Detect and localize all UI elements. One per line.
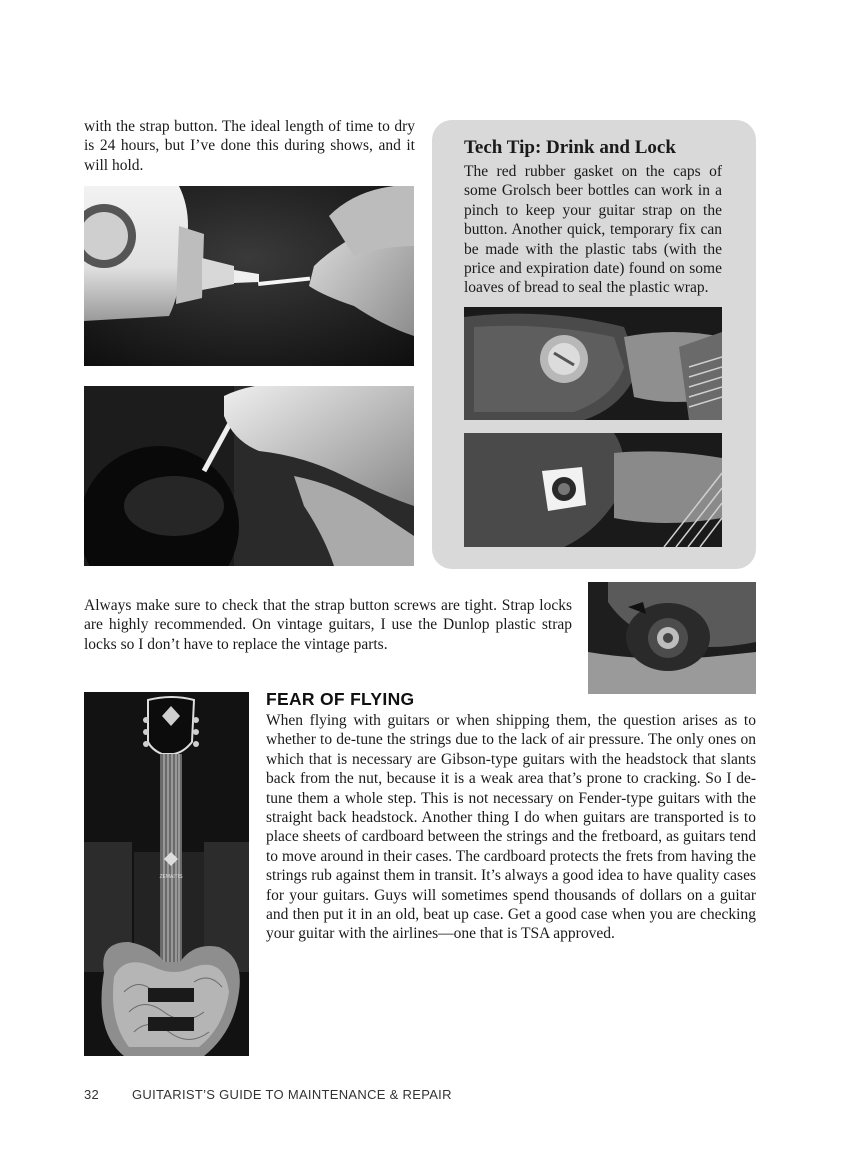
book-title: GUITARIST’S GUIDE TO MAINTENANCE & REPAIR bbox=[132, 1087, 452, 1102]
applicator-on-guitar-photo bbox=[84, 386, 414, 566]
intro-paragraph: with the strap button. The ideal length of time to dry is 24 hours, but I’ve done this during shows, and it will hold. bbox=[84, 118, 415, 174]
strap-lock-paragraph: Always make sure to check that the strap button screws are tight. Strap locks are highly recommended. On vintage guitars, I use the Dunlop plastic strap locks so I don’t have to replace the vintage parts. bbox=[84, 597, 572, 653]
gasket-strap-button-photo bbox=[464, 307, 722, 420]
section-body: When flying with guitars or when shipping them, the question arises as to whether to de-tune the strings due to the lack of air pressure. The only ones on which that is necessary are Gibson-type guitars with the headstock that slants back from the nut, because it is a weak area that’s prone to cracking. So I de-tune them a whole step. This is not necessary on Fender-type guitars with the straight back headstock. Another thing I do when guitars are transported is to place sheets of cardboard between the strings and the fretboard, as guitars tend to move around in their cases. The cardboard protects the frets from having the strings rub against them in transit. It’s always a good idea to have quality cases for your guitars. Guys will sometimes spend thousands of dollars on a guitar and then put it in an old, beat up case. Get a good case when you are checking your guitar with the airlines—one that is TSA approved. bbox=[266, 712, 756, 943]
guitar-brand-text: ZEMAITIS bbox=[159, 874, 183, 880]
section-heading: FEAR OF FLYING bbox=[266, 689, 415, 709]
strap-lock-photo bbox=[588, 582, 756, 694]
zemaitis-guitar-photo bbox=[84, 692, 249, 1056]
bread-tab-strap-photo bbox=[464, 433, 722, 547]
tech-tip-body: The red rubber gasket on the caps of some Grolsch beer bottles can work in a pinch to keep your guitar strap on the button. Another quick, temporary fix can be made with the plastic tabs (with the price and expiration date) found on some loaves of bread to seal the plastic wrap. bbox=[464, 163, 722, 297]
page-footer bbox=[84, 1087, 452, 1102]
glue-bottle-photo bbox=[84, 186, 414, 366]
page-number: 32 bbox=[84, 1087, 100, 1102]
tech-tip-title: Tech Tip: Drink and Lock bbox=[464, 137, 676, 158]
